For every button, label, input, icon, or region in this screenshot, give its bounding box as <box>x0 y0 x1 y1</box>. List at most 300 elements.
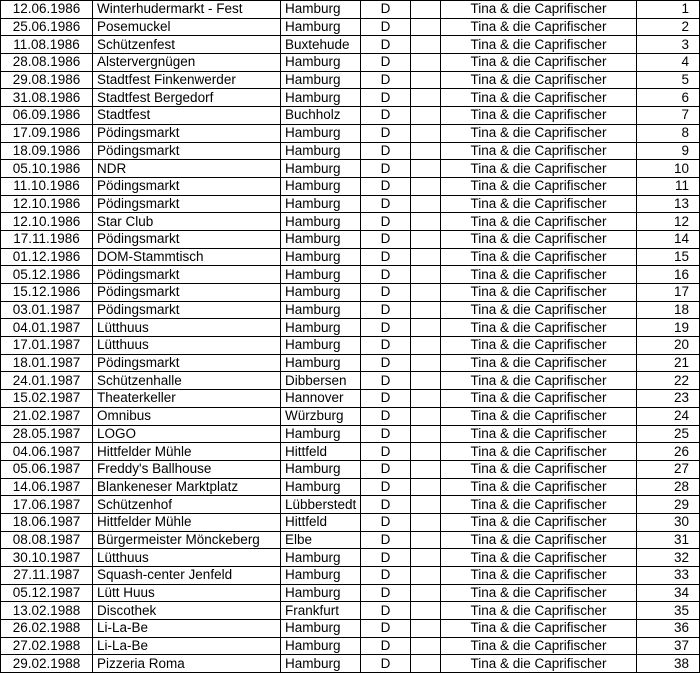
city-cell: Frankfurt <box>281 602 361 620</box>
event-cell: Theaterkeller <box>93 390 281 408</box>
empty-cell <box>411 602 441 620</box>
date-cell: 05.12.1987 <box>1 584 93 602</box>
city-cell: Hannover <box>281 390 361 408</box>
empty-cell <box>411 549 441 567</box>
country-cell: D <box>361 337 411 355</box>
city-cell: Hamburg <box>281 301 361 319</box>
city-cell: Hamburg <box>281 425 361 443</box>
date-cell: 30.10.1987 <box>1 549 93 567</box>
empty-cell <box>411 124 441 142</box>
event-cell: Li-La-Be <box>93 620 281 638</box>
country-cell: D <box>361 637 411 655</box>
country-cell: D <box>361 301 411 319</box>
date-cell: 04.01.1987 <box>1 319 93 337</box>
table-row <box>1 1 700 19</box>
date-cell: 17.09.1986 <box>1 124 93 142</box>
number-cell: 11 <box>637 177 700 195</box>
country-cell: D <box>361 248 411 266</box>
band-cell: Tina & die Caprifischer <box>441 584 637 602</box>
event-cell: NDR <box>93 160 281 178</box>
city-cell: Hamburg <box>281 18 361 36</box>
number-cell: 8 <box>637 124 700 142</box>
band-cell: Tina & die Caprifischer <box>441 531 637 549</box>
date-cell: 14.06.1987 <box>1 478 93 496</box>
date-cell: 15.12.1986 <box>1 284 93 302</box>
country-cell: D <box>361 372 411 390</box>
event-cell: Alstervergnügen <box>93 54 281 72</box>
number-cell: 17 <box>637 284 700 302</box>
country-cell: D <box>361 18 411 36</box>
country-cell: D <box>361 36 411 54</box>
band-cell: Tina & die Caprifischer <box>441 337 637 355</box>
empty-cell <box>411 637 441 655</box>
band-cell: Tina & die Caprifischer <box>441 637 637 655</box>
band-cell: Tina & die Caprifischer <box>441 18 637 36</box>
band-cell: Tina & die Caprifischer <box>441 124 637 142</box>
empty-cell <box>411 71 441 89</box>
city-cell: Hamburg <box>281 620 361 638</box>
number-cell: 25 <box>637 425 700 443</box>
number-cell: 9 <box>637 142 700 160</box>
band-cell: Tina & die Caprifischer <box>441 354 637 372</box>
table-row <box>1 124 700 142</box>
date-cell: 18.06.1987 <box>1 513 93 531</box>
band-cell: Tina & die Caprifischer <box>441 213 637 231</box>
table-row <box>1 71 700 89</box>
empty-cell <box>411 89 441 107</box>
number-cell: 1 <box>637 1 700 19</box>
event-cell: Pödingsmarkt <box>93 230 281 248</box>
date-cell: 21.02.1987 <box>1 407 93 425</box>
empty-cell <box>411 337 441 355</box>
date-cell: 31.08.1986 <box>1 89 93 107</box>
event-cell: Hittfelder Mühle <box>93 443 281 461</box>
table-row <box>1 213 700 231</box>
event-cell: Pödingsmarkt <box>93 354 281 372</box>
date-cell: 08.08.1987 <box>1 531 93 549</box>
event-cell: Pödingsmarkt <box>93 284 281 302</box>
empty-cell <box>411 620 441 638</box>
empty-cell <box>411 284 441 302</box>
empty-cell <box>411 567 441 585</box>
date-cell: 17.11.1986 <box>1 230 93 248</box>
number-cell: 32 <box>637 549 700 567</box>
event-cell: Discothek <box>93 602 281 620</box>
city-cell: Hamburg <box>281 284 361 302</box>
number-cell: 14 <box>637 230 700 248</box>
date-cell: 17.06.1987 <box>1 496 93 514</box>
country-cell: D <box>361 443 411 461</box>
country-cell: D <box>361 567 411 585</box>
table-row <box>1 390 700 408</box>
country-cell: D <box>361 284 411 302</box>
number-cell: 20 <box>637 337 700 355</box>
table-row <box>1 319 700 337</box>
empty-cell <box>411 478 441 496</box>
city-cell: Hamburg <box>281 655 361 673</box>
number-cell: 10 <box>637 160 700 178</box>
city-cell: Hamburg <box>281 142 361 160</box>
event-cell: Stadtfest <box>93 107 281 125</box>
table-row <box>1 248 700 266</box>
country-cell: D <box>361 425 411 443</box>
city-cell: Hamburg <box>281 584 361 602</box>
date-cell: 29.02.1988 <box>1 655 93 673</box>
band-cell: Tina & die Caprifischer <box>441 602 637 620</box>
country-cell: D <box>361 460 411 478</box>
city-cell: Hamburg <box>281 124 361 142</box>
band-cell: Tina & die Caprifischer <box>441 567 637 585</box>
city-cell: Hamburg <box>281 1 361 19</box>
table-row <box>1 460 700 478</box>
empty-cell <box>411 107 441 125</box>
date-cell: 13.02.1988 <box>1 602 93 620</box>
date-cell: 27.11.1987 <box>1 567 93 585</box>
city-cell: Hamburg <box>281 160 361 178</box>
city-cell: Würzburg <box>281 407 361 425</box>
country-cell: D <box>361 89 411 107</box>
date-cell: 25.06.1986 <box>1 18 93 36</box>
table-row <box>1 567 700 585</box>
table-row <box>1 478 700 496</box>
table-row <box>1 36 700 54</box>
number-cell: 38 <box>637 655 700 673</box>
number-cell: 37 <box>637 637 700 655</box>
event-cell: Winterhudermarkt - Fest <box>93 1 281 19</box>
table-row <box>1 107 700 125</box>
event-cell: Schützenfest <box>93 36 281 54</box>
band-cell: Tina & die Caprifischer <box>441 1 637 19</box>
empty-cell <box>411 443 441 461</box>
event-cell: Posemuckel <box>93 18 281 36</box>
country-cell: D <box>361 71 411 89</box>
country-cell: D <box>361 531 411 549</box>
city-cell: Hamburg <box>281 567 361 585</box>
city-cell: Hamburg <box>281 354 361 372</box>
event-cell: Pödingsmarkt <box>93 124 281 142</box>
band-cell: Tina & die Caprifischer <box>441 478 637 496</box>
date-cell: 04.06.1987 <box>1 443 93 461</box>
number-cell: 4 <box>637 54 700 72</box>
number-cell: 5 <box>637 71 700 89</box>
country-cell: D <box>361 230 411 248</box>
band-cell: Tina & die Caprifischer <box>441 284 637 302</box>
event-cell: Stadtfest Bergedorf <box>93 89 281 107</box>
table-row <box>1 354 700 372</box>
event-cell: Bürgermeister Mönckeberg <box>93 531 281 549</box>
empty-cell <box>411 513 441 531</box>
event-cell: Li-La-Be <box>93 637 281 655</box>
table-row <box>1 54 700 72</box>
country-cell: D <box>361 195 411 213</box>
date-cell: 28.08.1986 <box>1 54 93 72</box>
band-cell: Tina & die Caprifischer <box>441 655 637 673</box>
date-cell: 15.02.1987 <box>1 390 93 408</box>
band-cell: Tina & die Caprifischer <box>441 390 637 408</box>
city-cell: Hamburg <box>281 54 361 72</box>
date-cell: 06.09.1986 <box>1 107 93 125</box>
empty-cell <box>411 1 441 19</box>
country-cell: D <box>361 266 411 284</box>
empty-cell <box>411 390 441 408</box>
empty-cell <box>411 195 441 213</box>
date-cell: 11.10.1986 <box>1 177 93 195</box>
event-cell: Lütthuus <box>93 549 281 567</box>
date-cell: 05.12.1986 <box>1 266 93 284</box>
empty-cell <box>411 213 441 231</box>
band-cell: Tina & die Caprifischer <box>441 142 637 160</box>
band-cell: Tina & die Caprifischer <box>441 195 637 213</box>
table-row <box>1 195 700 213</box>
number-cell: 29 <box>637 496 700 514</box>
number-cell: 21 <box>637 354 700 372</box>
event-cell: Schützenhof <box>93 496 281 514</box>
empty-cell <box>411 36 441 54</box>
number-cell: 33 <box>637 567 700 585</box>
country-cell: D <box>361 54 411 72</box>
event-cell: Pödingsmarkt <box>93 266 281 284</box>
city-cell: Hamburg <box>281 637 361 655</box>
empty-cell <box>411 319 441 337</box>
empty-cell <box>411 248 441 266</box>
country-cell: D <box>361 549 411 567</box>
country-cell: D <box>361 124 411 142</box>
band-cell: Tina & die Caprifischer <box>441 89 637 107</box>
number-cell: 28 <box>637 478 700 496</box>
city-cell: Hamburg <box>281 230 361 248</box>
date-cell: 29.08.1986 <box>1 71 93 89</box>
event-cell: LOGO <box>93 425 281 443</box>
country-cell: D <box>361 213 411 231</box>
number-cell: 18 <box>637 301 700 319</box>
country-cell: D <box>361 407 411 425</box>
city-cell: Hamburg <box>281 195 361 213</box>
band-cell: Tina & die Caprifischer <box>441 319 637 337</box>
event-cell: Pödingsmarkt <box>93 301 281 319</box>
number-cell: 2 <box>637 18 700 36</box>
date-cell: 18.01.1987 <box>1 354 93 372</box>
event-cell: Lütt Huus <box>93 584 281 602</box>
date-cell: 28.05.1987 <box>1 425 93 443</box>
date-cell: 03.01.1987 <box>1 301 93 319</box>
empty-cell <box>411 496 441 514</box>
empty-cell <box>411 372 441 390</box>
number-cell: 23 <box>637 390 700 408</box>
city-cell: Hamburg <box>281 89 361 107</box>
empty-cell <box>411 230 441 248</box>
city-cell: Lübberstedt <box>281 496 361 514</box>
city-cell: Hittfeld <box>281 513 361 531</box>
country-cell: D <box>361 319 411 337</box>
event-cell: Lütthuus <box>93 337 281 355</box>
empty-cell <box>411 142 441 160</box>
number-cell: 24 <box>637 407 700 425</box>
empty-cell <box>411 177 441 195</box>
date-cell: 12.10.1986 <box>1 213 93 231</box>
country-cell: D <box>361 584 411 602</box>
country-cell: D <box>361 142 411 160</box>
number-cell: 19 <box>637 319 700 337</box>
table-row <box>1 513 700 531</box>
event-cell: DOM-Stammtisch <box>93 248 281 266</box>
country-cell: D <box>361 478 411 496</box>
band-cell: Tina & die Caprifischer <box>441 301 637 319</box>
country-cell: D <box>361 107 411 125</box>
event-cell: Pödingsmarkt <box>93 142 281 160</box>
country-cell: D <box>361 390 411 408</box>
empty-cell <box>411 266 441 284</box>
date-cell: 01.12.1986 <box>1 248 93 266</box>
city-cell: Dibbersen <box>281 372 361 390</box>
city-cell: Hamburg <box>281 460 361 478</box>
empty-cell <box>411 655 441 673</box>
number-cell: 31 <box>637 531 700 549</box>
city-cell: Elbe <box>281 531 361 549</box>
number-cell: 6 <box>637 89 700 107</box>
country-cell: D <box>361 177 411 195</box>
table-row <box>1 602 700 620</box>
band-cell: Tina & die Caprifischer <box>441 496 637 514</box>
country-cell: D <box>361 620 411 638</box>
city-cell: Hamburg <box>281 71 361 89</box>
country-cell: D <box>361 160 411 178</box>
number-cell: 12 <box>637 213 700 231</box>
city-cell: Hamburg <box>281 337 361 355</box>
empty-cell <box>411 301 441 319</box>
number-cell: 36 <box>637 620 700 638</box>
event-cell: Pizzeria Roma <box>93 655 281 673</box>
band-cell: Tina & die Caprifischer <box>441 248 637 266</box>
band-cell: Tina & die Caprifischer <box>441 230 637 248</box>
event-cell: Lütthuus <box>93 319 281 337</box>
country-cell: D <box>361 513 411 531</box>
date-cell: 11.08.1986 <box>1 36 93 54</box>
event-cell: Blankeneser Marktplatz <box>93 478 281 496</box>
event-cell: Pödingsmarkt <box>93 177 281 195</box>
country-cell: D <box>361 354 411 372</box>
country-cell: D <box>361 655 411 673</box>
table-row <box>1 337 700 355</box>
empty-cell <box>411 18 441 36</box>
number-cell: 7 <box>637 107 700 125</box>
band-cell: Tina & die Caprifischer <box>441 443 637 461</box>
table-row <box>1 407 700 425</box>
empty-cell <box>411 460 441 478</box>
city-cell: Hamburg <box>281 177 361 195</box>
date-cell: 05.10.1986 <box>1 160 93 178</box>
table-row <box>1 549 700 567</box>
date-cell: 26.02.1988 <box>1 620 93 638</box>
band-cell: Tina & die Caprifischer <box>441 513 637 531</box>
city-cell: Buchholz <box>281 107 361 125</box>
city-cell: Hittfeld <box>281 443 361 461</box>
number-cell: 27 <box>637 460 700 478</box>
city-cell: Hamburg <box>281 319 361 337</box>
table-row <box>1 372 700 390</box>
date-cell: 24.01.1987 <box>1 372 93 390</box>
number-cell: 22 <box>637 372 700 390</box>
event-cell: Freddy's Ballhouse <box>93 460 281 478</box>
table-row <box>1 496 700 514</box>
band-cell: Tina & die Caprifischer <box>441 177 637 195</box>
band-cell: Tina & die Caprifischer <box>441 160 637 178</box>
table-row <box>1 89 700 107</box>
number-cell: 3 <box>637 36 700 54</box>
table-row <box>1 230 700 248</box>
empty-cell <box>411 584 441 602</box>
band-cell: Tina & die Caprifischer <box>441 54 637 72</box>
band-cell: Tina & die Caprifischer <box>441 407 637 425</box>
table-row <box>1 301 700 319</box>
number-cell: 16 <box>637 266 700 284</box>
date-cell: 12.06.1986 <box>1 1 93 19</box>
band-cell: Tina & die Caprifischer <box>441 372 637 390</box>
table-row <box>1 18 700 36</box>
table-row <box>1 443 700 461</box>
number-cell: 26 <box>637 443 700 461</box>
table-row <box>1 425 700 443</box>
event-cell: Pödingsmarkt <box>93 195 281 213</box>
table-row <box>1 177 700 195</box>
empty-cell <box>411 531 441 549</box>
number-cell: 35 <box>637 602 700 620</box>
table-row <box>1 284 700 302</box>
date-cell: 18.09.1986 <box>1 142 93 160</box>
table-row <box>1 655 700 673</box>
band-cell: Tina & die Caprifischer <box>441 71 637 89</box>
event-cell: Stadtfest Finkenwerder <box>93 71 281 89</box>
empty-cell <box>411 407 441 425</box>
table-row <box>1 160 700 178</box>
table-row <box>1 637 700 655</box>
city-cell: Hamburg <box>281 213 361 231</box>
band-cell: Tina & die Caprifischer <box>441 36 637 54</box>
number-cell: 34 <box>637 584 700 602</box>
date-cell: 27.02.1988 <box>1 637 93 655</box>
empty-cell <box>411 54 441 72</box>
country-cell: D <box>361 602 411 620</box>
city-cell: Buxtehude <box>281 36 361 54</box>
band-cell: Tina & die Caprifischer <box>441 266 637 284</box>
date-cell: 12.10.1986 <box>1 195 93 213</box>
event-cell: Squash-center Jenfeld <box>93 567 281 585</box>
city-cell: Hamburg <box>281 549 361 567</box>
table-row <box>1 142 700 160</box>
empty-cell <box>411 160 441 178</box>
empty-cell <box>411 354 441 372</box>
event-cell: Star Club <box>93 213 281 231</box>
band-cell: Tina & die Caprifischer <box>441 425 637 443</box>
country-cell: D <box>361 1 411 19</box>
empty-cell <box>411 425 441 443</box>
event-cell: Schützenhalle <box>93 372 281 390</box>
band-cell: Tina & die Caprifischer <box>441 549 637 567</box>
city-cell: Hamburg <box>281 266 361 284</box>
country-cell: D <box>361 496 411 514</box>
table-row <box>1 620 700 638</box>
event-cell: Omnibus <box>93 407 281 425</box>
date-cell: 17.01.1987 <box>1 337 93 355</box>
city-cell: Hamburg <box>281 248 361 266</box>
number-cell: 30 <box>637 513 700 531</box>
number-cell: 15 <box>637 248 700 266</box>
gig-table-body <box>1 1 700 673</box>
event-cell: Hittfelder Mühle <box>93 513 281 531</box>
city-cell: Hamburg <box>281 478 361 496</box>
table-row <box>1 531 700 549</box>
table-row <box>1 266 700 284</box>
table-row <box>1 584 700 602</box>
